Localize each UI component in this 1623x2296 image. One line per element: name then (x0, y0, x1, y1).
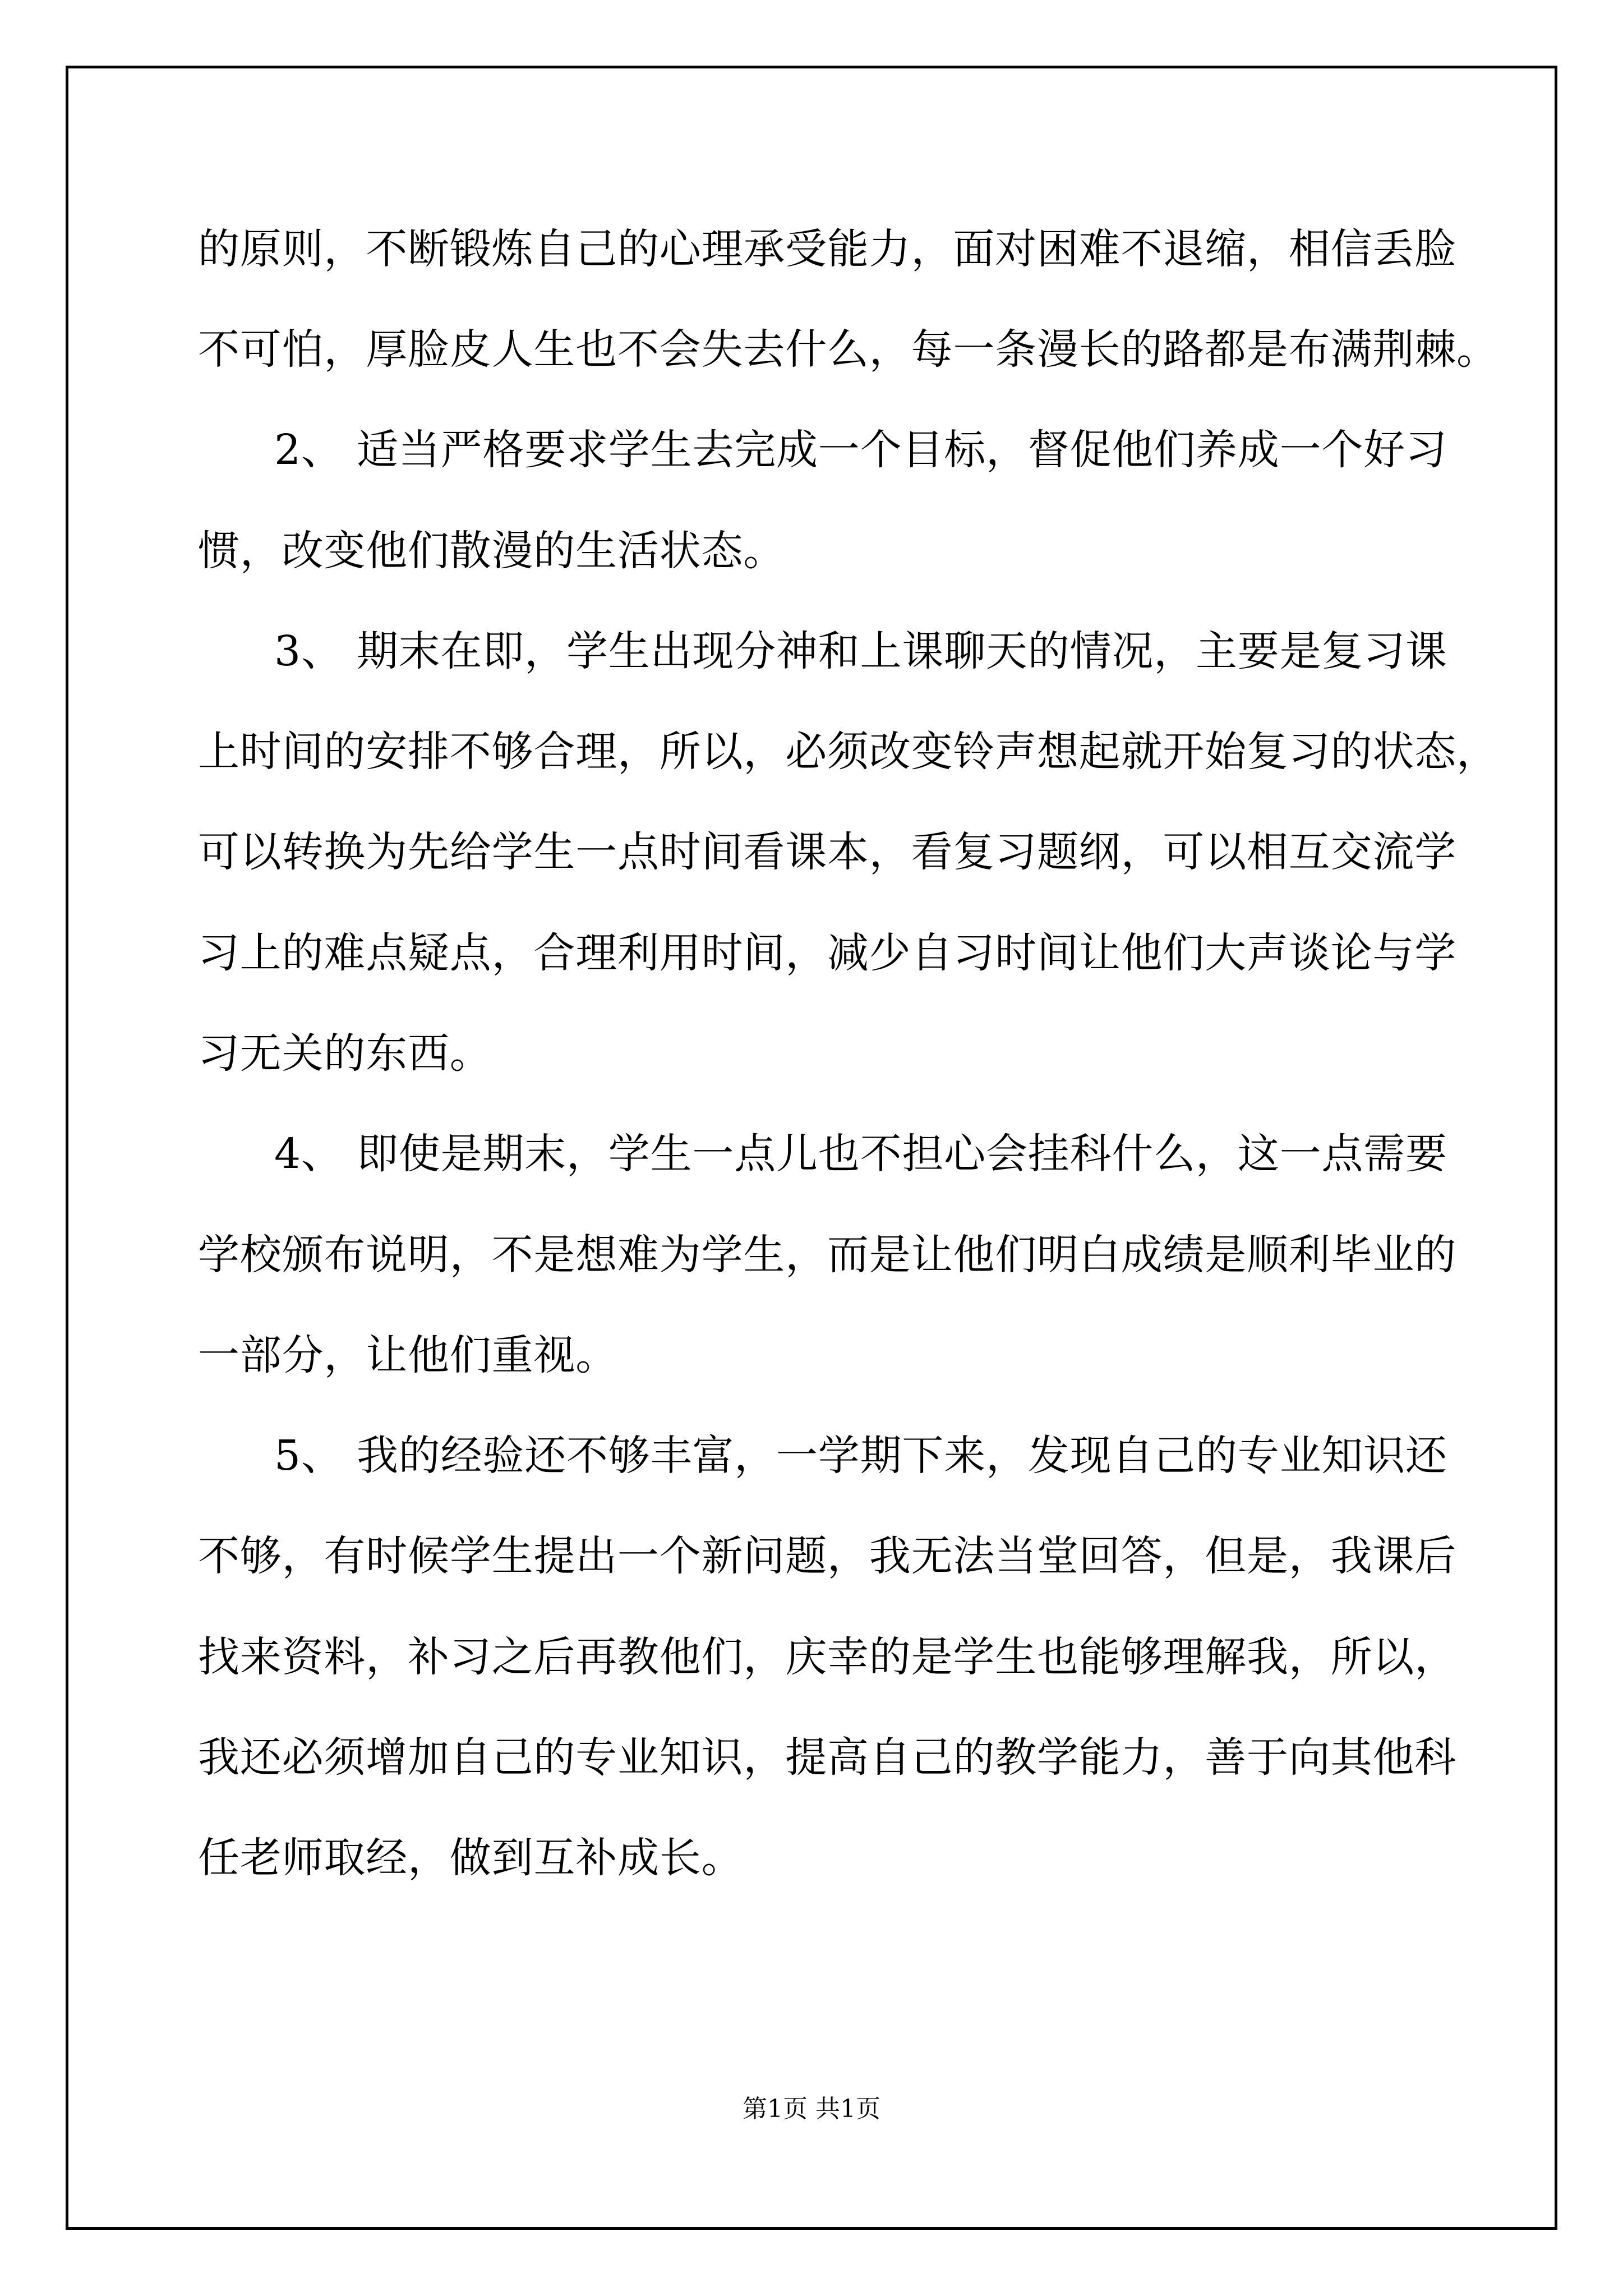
text-line: 不够，有时候学生提出一个新问题，我无法当堂回答，但是，我课后 (198, 1532, 1456, 1580)
text-line: 可以转换为先给学生一点时间看课本，看复习题纲，可以相互交流学 (198, 828, 1456, 876)
text-line: 惯，改变他们散漫的生活状态。 (198, 527, 786, 575)
text-line: 的原则，不断锻炼自己的心理承受能力，面对困难不退缩，相信丢脸 (198, 225, 1456, 273)
text-line: 找来资料，补习之后再教他们，庆幸的是学生也能够理解我，所以， (198, 1633, 1456, 1681)
text-line: 习无关的东西。 (198, 1029, 492, 1078)
numbered-item-3: 3、 期末在即，学生出现分神和上课聊天的情况，主要是复习课 (274, 627, 1447, 675)
text-line: 学校颁布说明，不是想难为学生，而是让他们明白成绩是顺利毕业的 (198, 1231, 1456, 1279)
numbered-item-4: 4、 即使是期末，学生一点儿也不担心会挂科什么，这一点需要 (274, 1130, 1447, 1178)
text-line: 不可怕，厚脸皮人生也不会失去什么，每一条漫长的路都是布满荆棘。 (198, 325, 1498, 374)
text-line: 习上的难点疑点，合理利用时间，减少自习时间让他们大声谈论与学 (198, 929, 1456, 977)
page-footer: 第1页 共1页 (743, 2095, 880, 2123)
text-line: 我还必须增加自己的专业知识，提高自己的教学能力，善于向其他科 (198, 1733, 1456, 1782)
numbered-item-2: 2、 适当严格要求学生去完成一个目标，督促他们养成一个好习 (274, 426, 1447, 474)
text-line: 任老师取经，做到互补成长。 (198, 1834, 744, 1882)
text-line: 上时间的安排不够合理，所以，必须改变铃声想起就开始复习的状态， (198, 728, 1498, 776)
numbered-item-5: 5、 我的经验还不够丰富，一学期下来，发现自己的专业知识还 (274, 1432, 1447, 1480)
text-line: 一部分，让他们重视。 (198, 1331, 617, 1379)
